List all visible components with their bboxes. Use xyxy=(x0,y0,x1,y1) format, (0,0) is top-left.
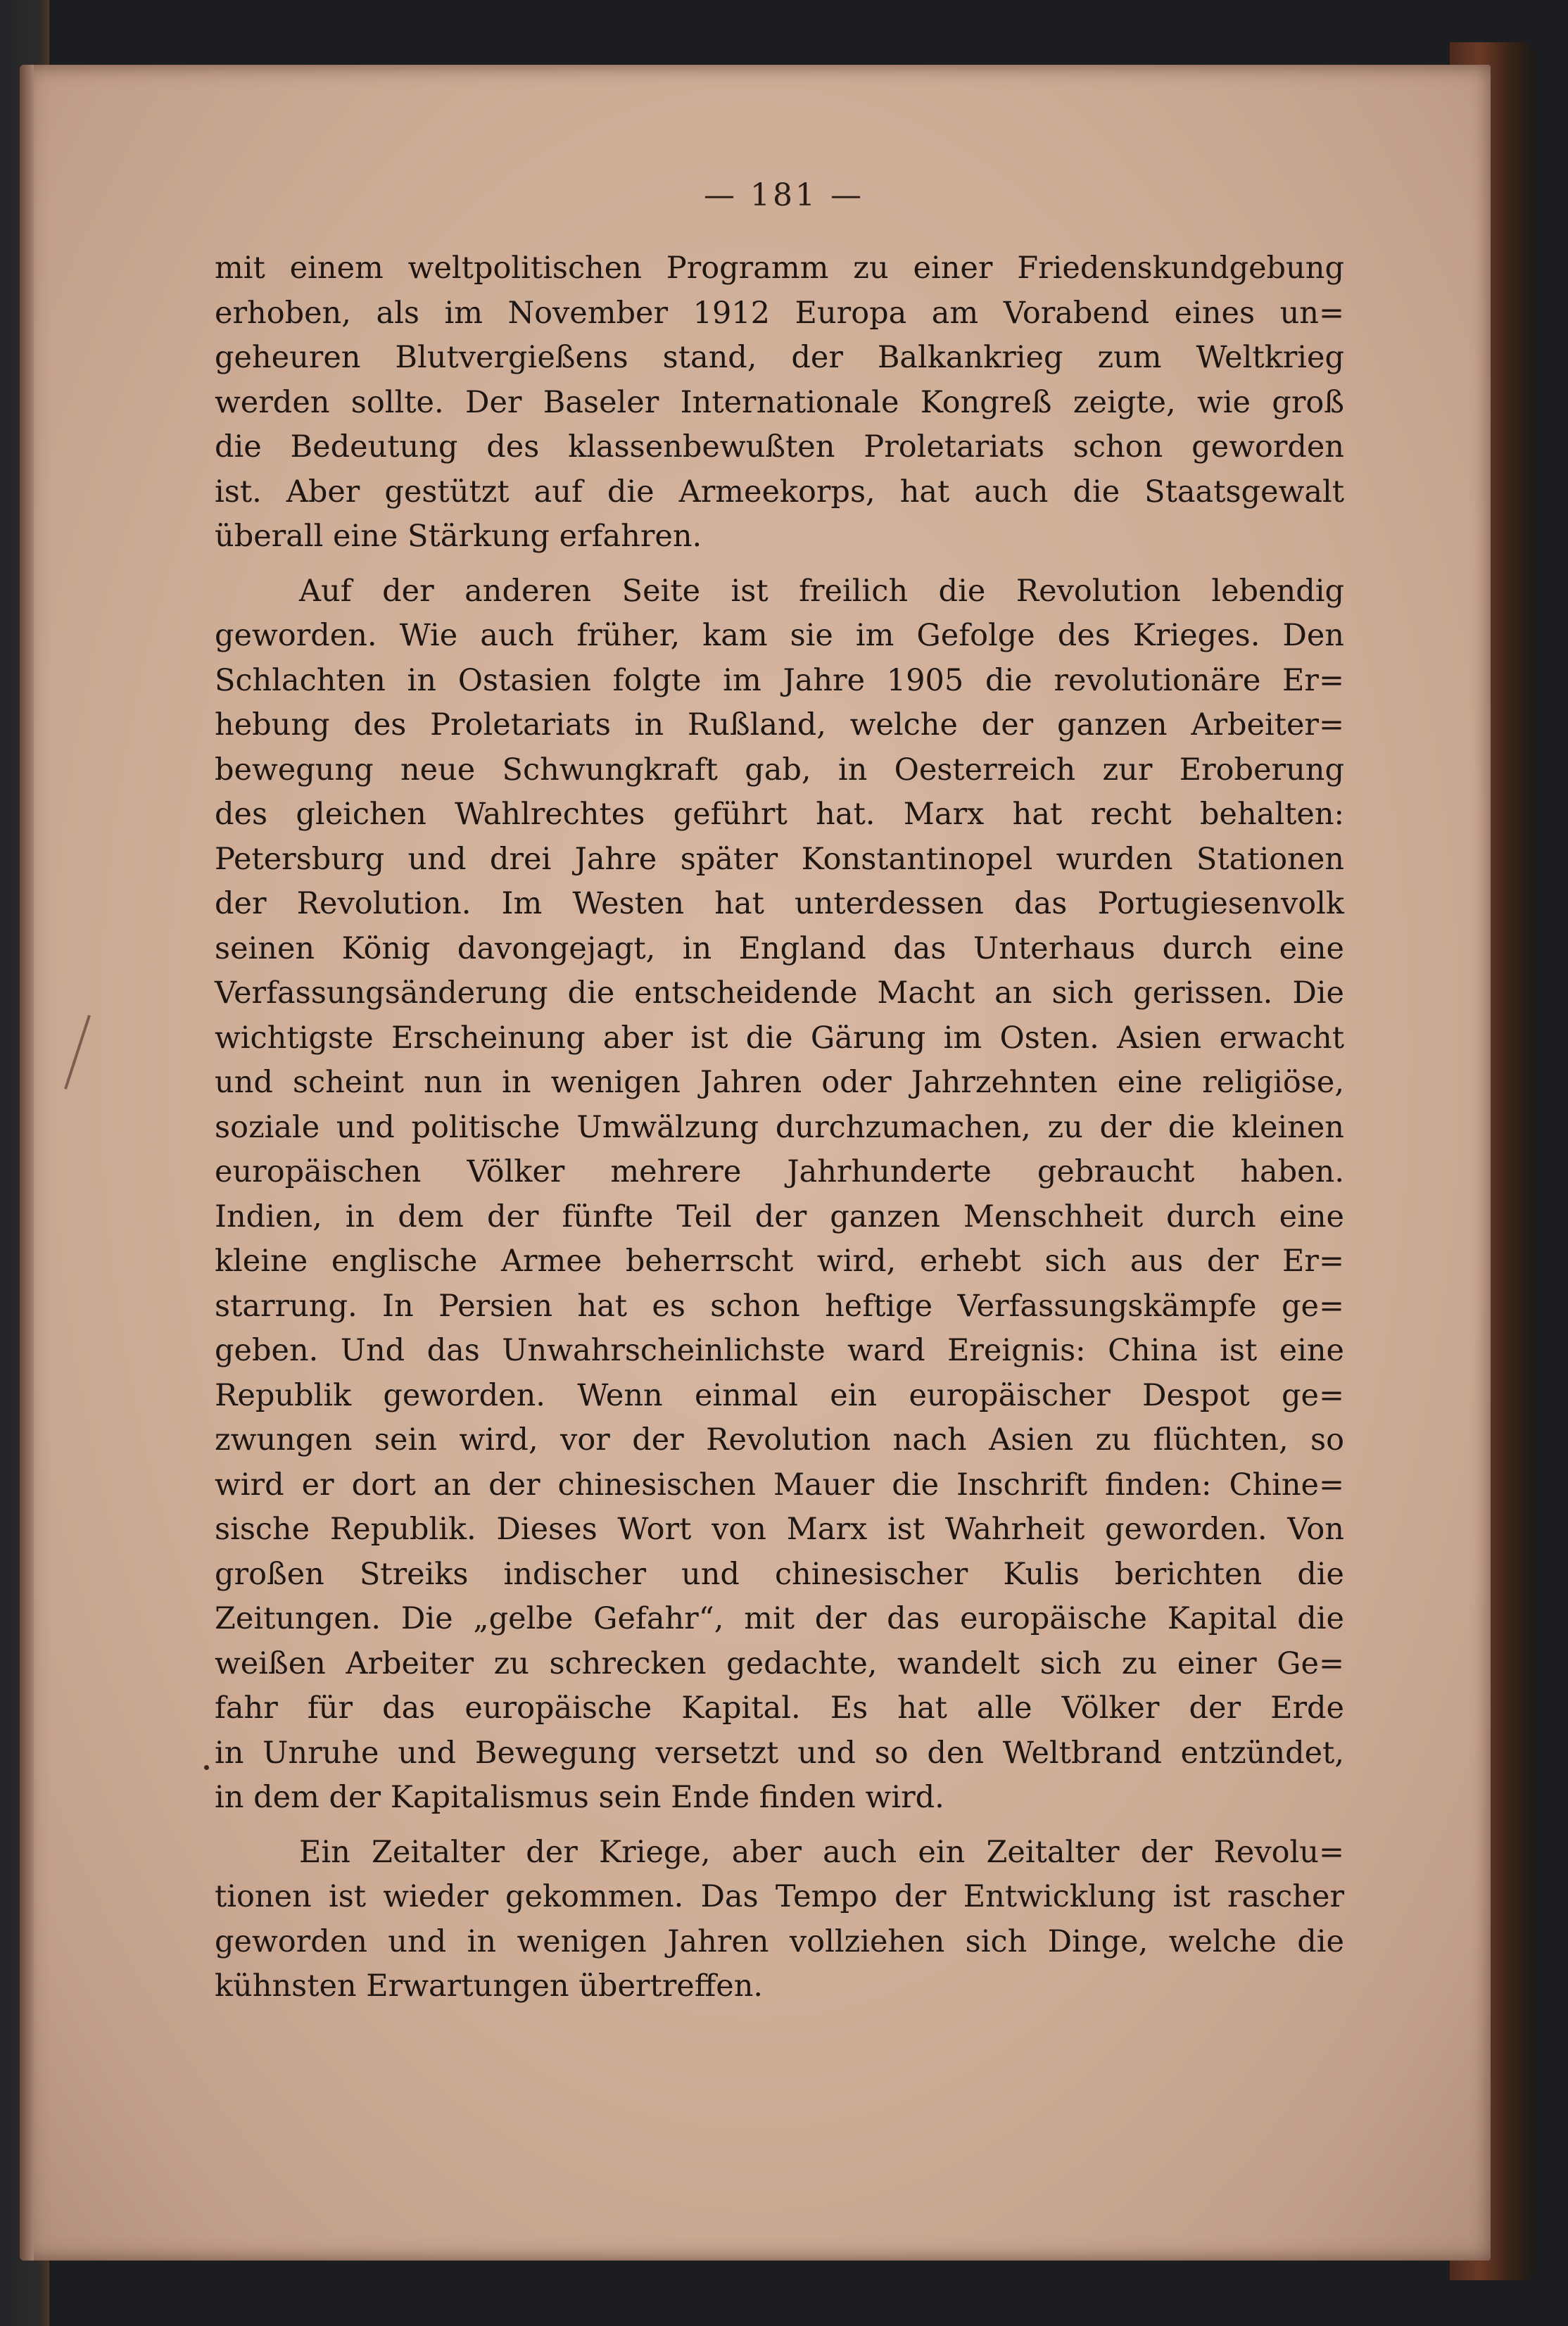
text-line: europäischen Völker mehrere Jahrhunderte gebraucht haben. xyxy=(215,1154,1344,1189)
text-line: werden sollte. Der Baseler Internationale Kongreß zeigte, wie groß xyxy=(215,384,1344,420)
text-line: Petersburg und drei Jahre später Konstantinopel wurden Stationen xyxy=(215,841,1344,877)
text-line: zwungen sein wird, vor der Revolution nach Asien zu flüchten, so xyxy=(215,1422,1344,1458)
text-line: die Bedeutung des klassenbewußten Proletariats schon geworden xyxy=(215,429,1344,464)
page-gutter xyxy=(20,65,34,2261)
text-line: überall eine Stärkung erfahren. xyxy=(215,519,702,554)
text-line: kühnsten Erwartungen übertreffen. xyxy=(215,1968,764,2004)
text-line: in dem der Kapitalismus sein Ende finden wird. xyxy=(215,1780,944,1815)
text-line: in Unruhe und Bewegung versetzt und so den Weltbrand entzündet, xyxy=(215,1735,1344,1771)
text-line: erhoben, als im November 1912 Europa am Vorabend eines un= xyxy=(215,295,1344,331)
text-line: ist. Aber gestützt auf die Armeekorps, hat auch die Staatsgewalt xyxy=(215,474,1344,510)
text-line: geworden und in wenigen Jahren vollziehen sich Dinge, welche die xyxy=(215,1923,1344,1959)
text-line: mit einem weltpolitischen Programm zu einer Friedenskundgebung xyxy=(215,251,1344,286)
text-line: des gleichen Wahlrechtes geführt hat. Marx hat recht behalten: xyxy=(215,797,1344,832)
text-line: kleine englische Armee beherrscht wird, erhebt sich aus der Er= xyxy=(215,1244,1344,1279)
text-line: geheuren Blutvergießens stand, der Balkankrieg zum Weltkrieg xyxy=(215,340,1344,375)
margin-dot xyxy=(204,1765,209,1770)
text-line: Republik geworden. Wenn einmal ein europäischer Despot ge= xyxy=(215,1377,1344,1413)
text-line: hebung des Proletariats in Rußland, welche der ganzen Arbeiter= xyxy=(215,707,1344,742)
text-line: großen Streiks indischer und chinesischer Kulis berichten die xyxy=(215,1556,1344,1592)
text-line: weißen Arbeiter zu schrecken gedachte, wandelt sich zu einer Ge= xyxy=(215,1645,1344,1681)
paragraph-1 xyxy=(215,246,1344,560)
page-number: — 181 — xyxy=(704,177,864,213)
text-line: Zeitungen. Die „gelbe Gefahr“, mit der das europäische Kapital die xyxy=(215,1601,1344,1636)
text-line: Auf der anderen Seite ist freilich die Revolution lebendig xyxy=(299,573,1344,609)
text-line: Ein Zeitalter der Kriege, aber auch ein Zeitalter der Revolu= xyxy=(299,1834,1344,1870)
text-line: wichtigste Erscheinung aber ist die Gärung im Osten. Asien erwacht xyxy=(215,1020,1344,1056)
text-line: seinen König davongejagt, in England das Unterhaus durch eine xyxy=(215,930,1344,966)
text-line: Verfassungsänderung die entscheidende Macht an sich gerissen. Die xyxy=(215,975,1344,1011)
text-line: fahr für das europäische Kapital. Es hat alle Völker der Erde xyxy=(215,1690,1344,1726)
page-body xyxy=(215,246,1344,2019)
text-line: geben. Und das Unwahrscheinlichste ward Ereignis: China ist eine xyxy=(215,1333,1344,1368)
text-line: starrung. In Persien hat es schon heftige Verfassungskämpfe ge= xyxy=(215,1288,1344,1324)
text-line: und scheint nun in wenigen Jahren oder Jahrzehnten eine religiöse, xyxy=(215,1065,1344,1100)
text-line: bewegung neue Schwungkraft gab, in Oesterreich zur Eroberung xyxy=(215,752,1344,788)
text-line: Schlachten in Ostasien folgte im Jahre 1905 die revolutionäre Er= xyxy=(215,662,1344,698)
text-line: geworden. Wie auch früher, kam sie im Gefolge des Krieges. Den xyxy=(215,618,1344,653)
text-line: sische Republik. Dieses Wort von Marx ist Wahrheit geworden. Von xyxy=(215,1512,1344,1547)
text-line: tionen ist wieder gekommen. Das Tempo der Entwicklung ist rascher xyxy=(215,1879,1344,1914)
text-line: wird er dort an der chinesischen Mauer die Inschrift finden: Chine= xyxy=(215,1467,1344,1503)
text-line: soziale und politische Umwälzung durchzumachen, zu der die kleinen xyxy=(215,1109,1344,1145)
text-line: der Revolution. Im Westen hat unterdessen das Portugiesenvolk xyxy=(215,886,1344,921)
paragraph-3 xyxy=(215,1831,1344,2009)
text-line: Indien, in dem der fünfte Teil der ganzen Menschheit durch eine xyxy=(215,1199,1344,1234)
paragraph-2 xyxy=(215,569,1344,1821)
